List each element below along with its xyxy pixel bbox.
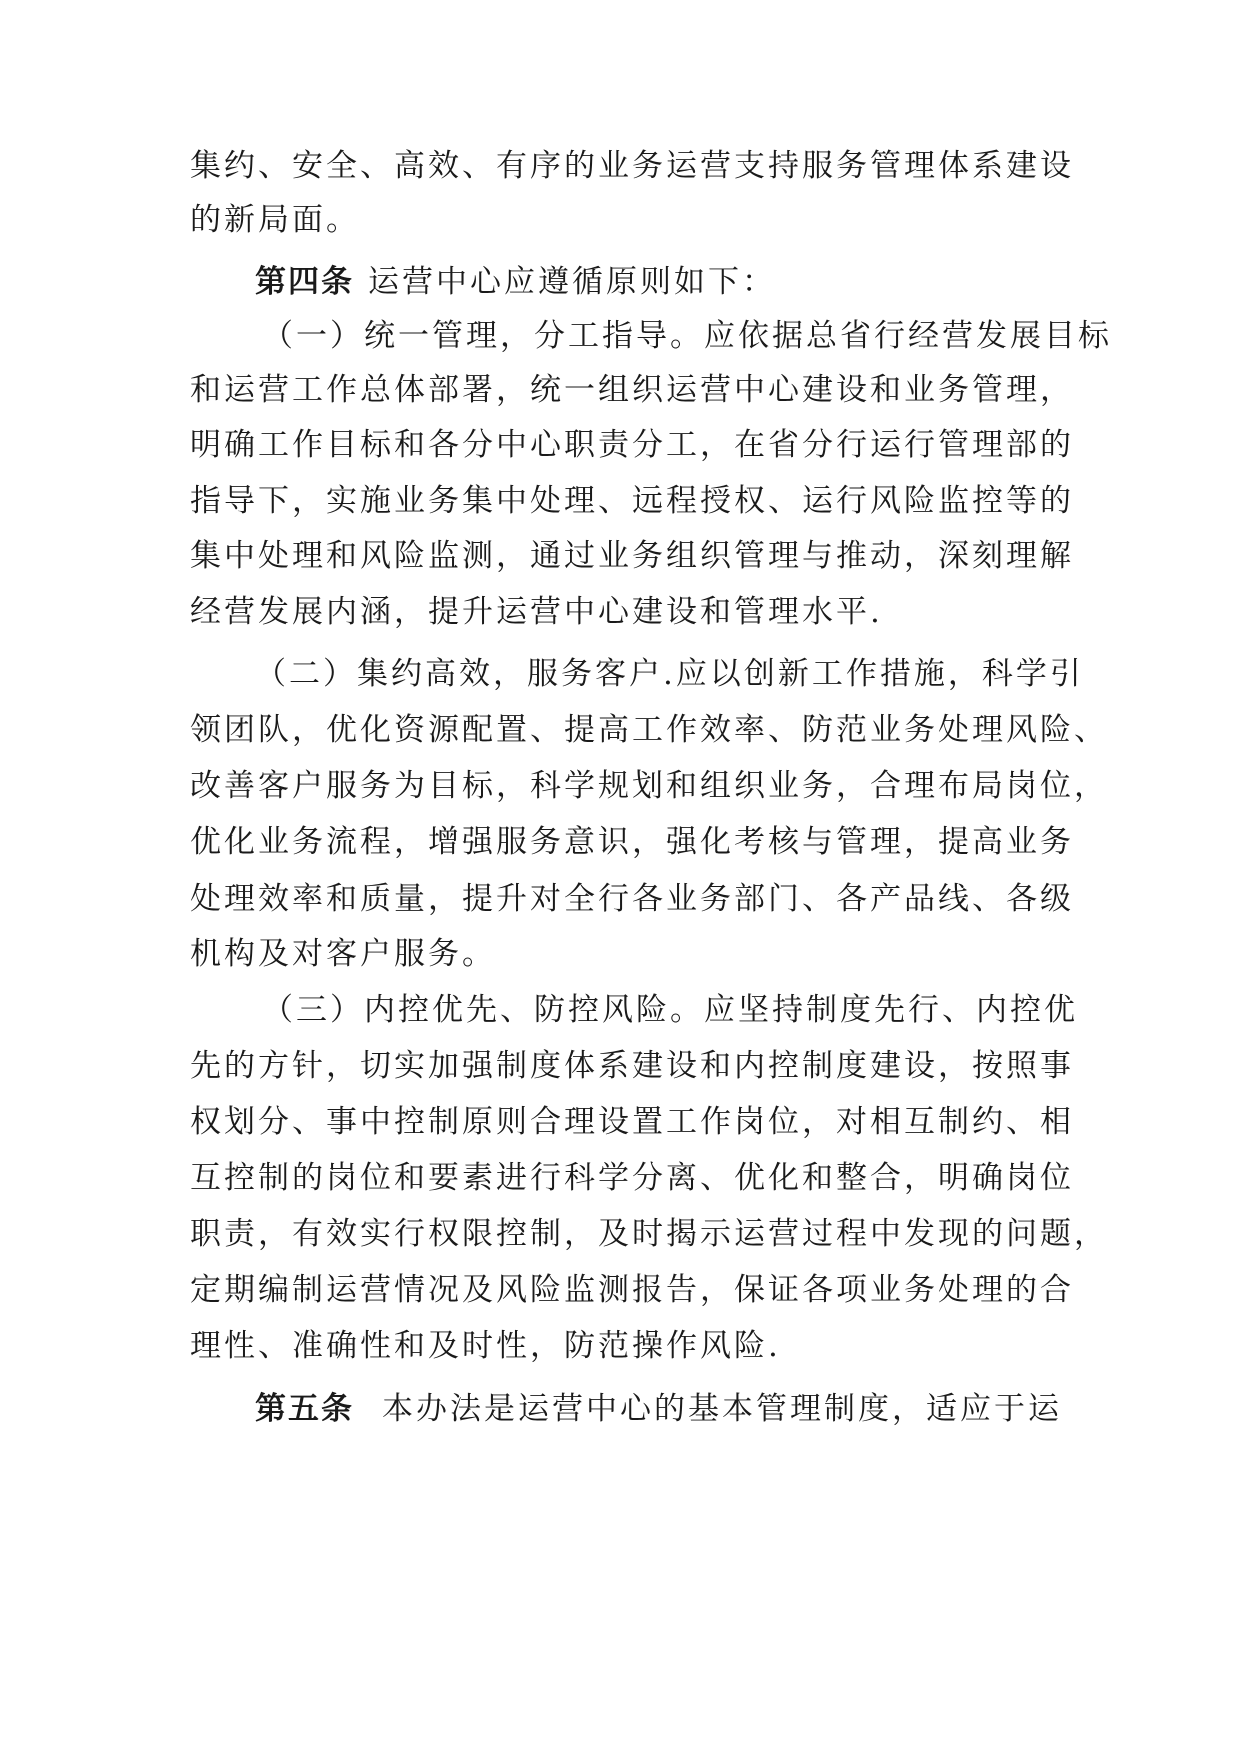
paragraph-line: 理性、准确性和及时性，防范操作风险. <box>190 1328 781 1364</box>
article-5-line <box>255 1389 1070 1429</box>
paragraph-line: （二）集约高效，服务客户.应以创新工作措施，科学引 <box>255 656 1084 692</box>
paragraph-line: 集约、安全、高效、有序的业务运营支持服务管理体系建设 <box>190 148 1074 184</box>
paragraph-line: 改善客户服务为目标，科学规划和组织业务，合理布局岗位， <box>190 768 1108 804</box>
paragraph-line: （三）内控优先、防控风险。应坚持制度先行、内控优 <box>262 992 1078 1028</box>
paragraph-line: 明确工作目标和各分中心职责分工，在省分行运行管理部的 <box>190 427 1074 463</box>
paragraph-line: 领团队，优化资源配置、提高工作效率、防范业务处理风险、 <box>190 712 1108 748</box>
paragraph-line: 集中处理和风险监测，通过业务组织管理与推动，深刻理解 <box>190 538 1074 574</box>
paragraph-line: 处理效率和质量，提升对全行各业务部门、各产品线、各级 <box>190 881 1074 917</box>
article-5-text: 本办法是运营中心的基本管理制度，适应于运 <box>382 1391 1062 1427</box>
paragraph-line: 的新局面。 <box>190 202 360 238</box>
article-5-heading: 第五条 <box>255 1391 354 1427</box>
article-4-line <box>255 262 1070 302</box>
paragraph-line: 定期编制运营情况及风险监测报告，保证各项业务处理的合 <box>190 1272 1074 1308</box>
paragraph-line: 职责，有效实行权限控制，及时揭示运营过程中发现的问题， <box>190 1216 1108 1252</box>
article-4-text: 运营中心应遵循原则如下： <box>368 264 776 300</box>
paragraph-line: 优化业务流程，增强服务意识，强化考核与管理，提高业务 <box>190 824 1074 860</box>
article-4-heading: 第四条 <box>255 264 354 300</box>
paragraph-line: （一）统一管理，分工指导。应依据总省行经营发展目标 <box>262 318 1112 354</box>
paragraph-line: 权划分、事中控制原则合理设置工作岗位，对相互制约、相 <box>190 1104 1074 1140</box>
paragraph-line: 和运营工作总体部署，统一组织运营中心建设和业务管理， <box>190 372 1074 408</box>
paragraph-line: 先的方针，切实加强制度体系建设和内控制度建设，按照事 <box>190 1048 1074 1084</box>
paragraph-line: 指导下，实施业务集中处理、远程授权、运行风险监控等的 <box>190 483 1074 519</box>
paragraph-line: 机构及对客户服务。 <box>190 936 496 972</box>
paragraph-line: 经营发展内涵，提升运营中心建设和管理水平. <box>190 594 883 630</box>
paragraph-line: 互控制的岗位和要素进行科学分离、优化和整合，明确岗位 <box>190 1160 1074 1196</box>
